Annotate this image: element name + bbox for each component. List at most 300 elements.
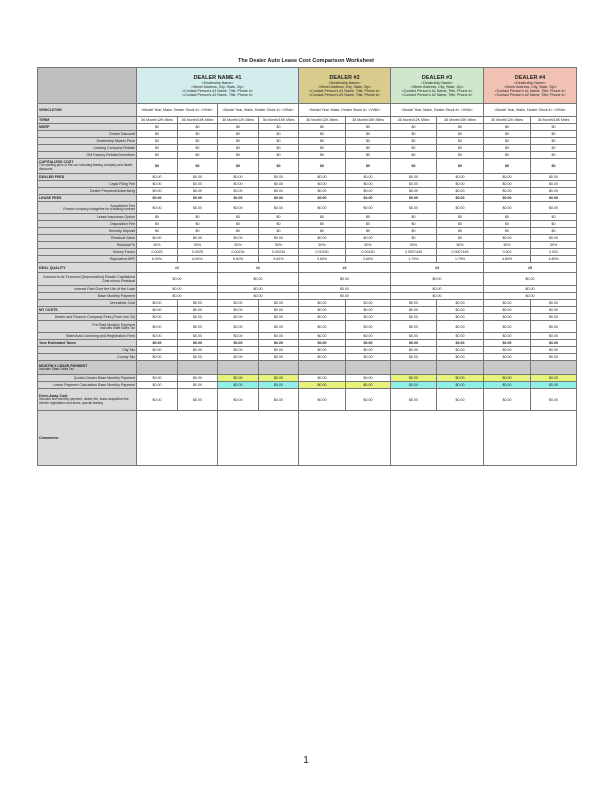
value-cell[interactable]: $0 bbox=[484, 138, 531, 145]
value-cell[interactable]: $0.00 bbox=[259, 382, 299, 389]
value-cell[interactable]: $0.00 bbox=[178, 333, 218, 340]
value-cell[interactable]: $0 bbox=[178, 124, 218, 131]
value-cell[interactable]: $0.00 bbox=[391, 375, 437, 382]
value-cell[interactable]: $0.00 bbox=[178, 188, 218, 195]
value-cell[interactable]: $0.00 bbox=[218, 174, 259, 181]
value-cell[interactable]: $0.00 bbox=[484, 375, 531, 382]
value-cell[interactable]: $0.00 bbox=[346, 321, 391, 333]
value-cell[interactable]: 36 Month/15K Miles bbox=[531, 117, 577, 124]
value-cell[interactable]: $0.00 bbox=[437, 300, 484, 307]
value-cell[interactable]: $0.00 bbox=[346, 354, 391, 361]
value-cell[interactable]: $0.00 bbox=[299, 340, 346, 347]
value-cell[interactable]: $0.00 bbox=[218, 321, 259, 333]
value-cell[interactable]: $0 bbox=[391, 138, 437, 145]
value-cell[interactable]: $0 bbox=[259, 124, 299, 131]
value-cell[interactable]: $0 bbox=[299, 221, 346, 228]
value-cell[interactable]: 0.00150 bbox=[299, 249, 346, 256]
value-cell[interactable]: $0 bbox=[391, 221, 437, 228]
value-cell[interactable]: $0 bbox=[259, 145, 299, 152]
value-cell[interactable]: $0.00 bbox=[484, 347, 531, 354]
value-cell[interactable]: 0.00234 bbox=[218, 249, 259, 256]
value-cell[interactable]: $0.00 bbox=[437, 174, 484, 181]
value-cell[interactable]: $0.00 bbox=[178, 389, 218, 411]
value-cell[interactable]: $0.00 bbox=[531, 382, 577, 389]
value-cell[interactable]: $0.00 bbox=[178, 340, 218, 347]
value-cell[interactable]: $0.00 bbox=[218, 273, 299, 286]
value-cell[interactable]: $0.00 bbox=[178, 321, 218, 333]
value-cell[interactable]: $0.00 bbox=[218, 307, 259, 314]
value-cell[interactable]: #2 bbox=[218, 263, 299, 273]
value-cell[interactable]: $0.00 bbox=[346, 300, 391, 307]
value-cell[interactable]: $0 bbox=[391, 152, 437, 159]
value-cell[interactable]: $0.00 bbox=[178, 314, 218, 321]
value-cell[interactable]: $0.00 bbox=[259, 174, 299, 181]
value-cell[interactable]: $0.00 bbox=[137, 321, 178, 333]
value-cell[interactable] bbox=[218, 411, 299, 466]
value-cell[interactable]: $0.00 bbox=[484, 293, 577, 300]
value-cell[interactable]: $0 bbox=[391, 131, 437, 138]
value-cell[interactable]: $0 bbox=[437, 152, 484, 159]
value-cell[interactable]: 36 Month/12K Miles bbox=[137, 117, 178, 124]
value-cell[interactable]: $0 bbox=[299, 124, 346, 131]
value-cell[interactable]: $0.00 bbox=[531, 321, 577, 333]
value-cell[interactable]: 4.80% bbox=[484, 256, 531, 263]
value-cell[interactable]: $0.00 bbox=[137, 375, 178, 382]
value-cell[interactable]: $0.00 bbox=[484, 333, 531, 340]
value-cell[interactable]: $0.00 bbox=[259, 340, 299, 347]
value-cell[interactable]: $0 bbox=[218, 152, 259, 159]
value-cell[interactable]: $0 bbox=[259, 131, 299, 138]
value-cell[interactable]: $0.00 bbox=[391, 321, 437, 333]
value-cell[interactable]: $0 bbox=[531, 145, 577, 152]
value-cell[interactable]: $0.00 bbox=[437, 314, 484, 321]
value-cell[interactable]: $0.00 bbox=[218, 375, 259, 382]
value-cell[interactable]: $0 bbox=[531, 228, 577, 235]
value-cell[interactable]: 4.80% bbox=[531, 256, 577, 263]
value-cell[interactable]: $0.00 bbox=[218, 389, 259, 411]
value-cell[interactable]: $0.00 bbox=[437, 307, 484, 314]
value-cell[interactable]: 50% bbox=[391, 242, 437, 249]
value-cell[interactable]: 36 Month/15K Miles bbox=[178, 117, 218, 124]
value-cell[interactable]: $0.00 bbox=[178, 354, 218, 361]
value-cell[interactable]: $0.00 bbox=[346, 195, 391, 202]
value-cell[interactable]: $0.00 bbox=[437, 333, 484, 340]
value-cell[interactable]: $0.00 bbox=[299, 235, 346, 242]
value-cell[interactable]: $0.00 bbox=[299, 375, 346, 382]
value-cell[interactable]: $0 bbox=[346, 214, 391, 221]
value-cell[interactable] bbox=[346, 361, 391, 375]
value-cell[interactable]: $0.00 bbox=[137, 354, 178, 361]
value-cell[interactable]: $0.00 bbox=[437, 340, 484, 347]
value-cell[interactable]: 36 Month/12K Miles bbox=[484, 117, 531, 124]
value-cell[interactable]: $0.00 bbox=[299, 321, 346, 333]
value-cell[interactable]: $0.00 bbox=[531, 235, 577, 242]
value-cell[interactable]: $0.00 bbox=[346, 333, 391, 340]
value-cell[interactable]: 50% bbox=[218, 242, 259, 249]
value-cell[interactable]: $0 bbox=[137, 214, 178, 221]
value-cell[interactable]: $0.00 bbox=[218, 202, 259, 214]
value-cell[interactable]: $0 bbox=[137, 124, 178, 131]
value-cell[interactable]: $0.00 bbox=[178, 307, 218, 314]
value-cell[interactable]: $0 bbox=[531, 124, 577, 131]
value-cell[interactable]: #1 bbox=[137, 263, 218, 273]
value-cell[interactable]: $0.00 bbox=[484, 314, 531, 321]
value-cell[interactable]: $0.00 bbox=[437, 389, 484, 411]
value-cell[interactable]: $0.00 bbox=[346, 188, 391, 195]
value-cell[interactable]: 5.62% bbox=[218, 256, 259, 263]
value-cell[interactable]: $0.00 bbox=[531, 195, 577, 202]
value-cell[interactable]: $0 bbox=[437, 214, 484, 221]
value-cell[interactable]: $0.00 bbox=[178, 174, 218, 181]
value-cell[interactable]: $0.00 bbox=[299, 300, 346, 307]
value-cell[interactable]: $0 bbox=[484, 159, 531, 174]
value-cell[interactable]: $0.00 bbox=[531, 202, 577, 214]
value-cell[interactable]: 0.002 bbox=[531, 249, 577, 256]
value-cell[interactable]: $0 bbox=[178, 221, 218, 228]
value-cell[interactable]: $0.00 bbox=[346, 382, 391, 389]
value-cell[interactable]: $0.00 bbox=[137, 174, 178, 181]
value-cell[interactable]: $0.00 bbox=[218, 286, 299, 293]
value-cell[interactable]: $0 bbox=[437, 138, 484, 145]
value-cell[interactable]: $0 bbox=[531, 131, 577, 138]
value-cell[interactable]: $0.00 bbox=[259, 389, 299, 411]
value-cell[interactable]: $0.00 bbox=[259, 321, 299, 333]
value-cell[interactable]: $0.00 bbox=[137, 333, 178, 340]
value-cell[interactable]: $0.00 bbox=[346, 389, 391, 411]
value-cell[interactable]: $0.00 bbox=[299, 273, 391, 286]
value-cell[interactable]: $0.00 bbox=[391, 340, 437, 347]
value-cell[interactable]: $0 bbox=[391, 124, 437, 131]
value-cell[interactable]: $0.00 bbox=[218, 300, 259, 307]
value-cell[interactable]: $0 bbox=[178, 138, 218, 145]
value-cell[interactable] bbox=[178, 361, 218, 375]
value-cell[interactable]: $0.00 bbox=[178, 235, 218, 242]
value-cell[interactable]: $0.00 bbox=[299, 181, 346, 188]
value-cell[interactable]: $0.00 bbox=[437, 321, 484, 333]
value-cell[interactable]: $0 bbox=[218, 145, 259, 152]
value-cell[interactable]: $0 bbox=[178, 159, 218, 174]
value-cell[interactable]: $0 bbox=[391, 235, 437, 242]
value-cell[interactable]: $0 bbox=[178, 214, 218, 221]
value-cell[interactable]: $0.00 bbox=[437, 181, 484, 188]
value-cell[interactable] bbox=[391, 361, 437, 375]
value-cell[interactable]: $0 bbox=[259, 152, 299, 159]
value-cell[interactable]: $0.00 bbox=[531, 181, 577, 188]
value-cell[interactable]: $0.00 bbox=[299, 293, 391, 300]
value-cell[interactable]: $0.00 bbox=[137, 235, 178, 242]
value-cell[interactable]: 36 Month/15K Miles bbox=[346, 117, 391, 124]
value-cell[interactable]: $0.00 bbox=[346, 340, 391, 347]
value-cell[interactable]: 0.0007445 bbox=[391, 249, 437, 256]
value-cell[interactable]: 50% bbox=[346, 242, 391, 249]
value-cell[interactable]: $0 bbox=[484, 124, 531, 131]
value-cell[interactable]: $0 bbox=[391, 159, 437, 174]
value-cell[interactable]: $0.00 bbox=[484, 354, 531, 361]
value-cell[interactable]: 36 Month/15K Miles bbox=[259, 117, 299, 124]
value-cell[interactable]: $0.00 bbox=[391, 389, 437, 411]
value-cell[interactable]: 50% bbox=[437, 242, 484, 249]
value-cell[interactable]: $0 bbox=[218, 124, 259, 131]
value-cell[interactable]: $0.00 bbox=[218, 340, 259, 347]
value-cell[interactable]: $0 bbox=[437, 145, 484, 152]
value-cell[interactable]: $0 bbox=[299, 228, 346, 235]
value-cell[interactable]: 3.60% bbox=[299, 256, 346, 263]
value-cell[interactable]: $0 bbox=[437, 159, 484, 174]
value-cell[interactable] bbox=[391, 411, 484, 466]
value-cell[interactable] bbox=[218, 361, 259, 375]
value-cell[interactable] bbox=[484, 411, 577, 466]
value-cell[interactable]: $0 bbox=[137, 152, 178, 159]
value-cell[interactable]: $0.00 bbox=[391, 188, 437, 195]
value-cell[interactable]: 50% bbox=[259, 242, 299, 249]
value-cell[interactable]: $0.00 bbox=[137, 340, 178, 347]
value-cell[interactable]: $0.00 bbox=[531, 347, 577, 354]
value-cell[interactable]: $0.00 bbox=[178, 382, 218, 389]
value-cell[interactable] bbox=[137, 361, 178, 375]
value-cell[interactable]: $0 bbox=[437, 124, 484, 131]
value-cell[interactable]: $0 bbox=[137, 131, 178, 138]
value-cell[interactable]: 5.62% bbox=[259, 256, 299, 263]
value-cell[interactable]: $0.00 bbox=[484, 188, 531, 195]
value-cell[interactable]: $0.00 bbox=[346, 174, 391, 181]
value-cell[interactable]: $0 bbox=[346, 228, 391, 235]
value-cell[interactable]: $0 bbox=[137, 138, 178, 145]
value-cell[interactable]: $0.00 bbox=[137, 195, 178, 202]
value-cell[interactable]: $0 bbox=[299, 131, 346, 138]
value-cell[interactable]: #3 bbox=[391, 263, 484, 273]
value-cell[interactable]: $0 bbox=[137, 145, 178, 152]
value-cell[interactable]: $0.00 bbox=[259, 333, 299, 340]
value-cell[interactable]: 36 Month/15K Miles bbox=[437, 117, 484, 124]
value-cell[interactable]: $0 bbox=[437, 228, 484, 235]
value-cell[interactable]: $0.00 bbox=[437, 375, 484, 382]
value-cell[interactable]: $0.00 bbox=[178, 181, 218, 188]
value-cell[interactable]: $0.00 bbox=[531, 354, 577, 361]
value-cell[interactable]: $0.00 bbox=[299, 188, 346, 195]
value-cell[interactable]: <Model Year, Make, Dealer Stock #> <VIN#> bbox=[218, 104, 299, 117]
value-cell[interactable]: $0 bbox=[218, 228, 259, 235]
value-cell[interactable]: $0.00 bbox=[391, 354, 437, 361]
value-cell[interactable]: $0.00 bbox=[178, 300, 218, 307]
value-cell[interactable]: $0.00 bbox=[391, 293, 484, 300]
value-cell[interactable]: $0.00 bbox=[391, 314, 437, 321]
value-cell[interactable]: 1.79% bbox=[437, 256, 484, 263]
value-cell[interactable]: $0.00 bbox=[299, 333, 346, 340]
value-cell[interactable]: $0 bbox=[346, 159, 391, 174]
value-cell[interactable]: $0 bbox=[346, 145, 391, 152]
value-cell[interactable]: $0.00 bbox=[346, 375, 391, 382]
value-cell[interactable]: $0.00 bbox=[299, 382, 346, 389]
value-cell[interactable]: $0 bbox=[531, 221, 577, 228]
value-cell[interactable]: $0.00 bbox=[437, 202, 484, 214]
value-cell[interactable]: $0.00 bbox=[218, 293, 299, 300]
value-cell[interactable]: $0.00 bbox=[484, 340, 531, 347]
value-cell[interactable]: $0.00 bbox=[346, 235, 391, 242]
value-cell[interactable]: $0 bbox=[484, 145, 531, 152]
value-cell[interactable]: 0.002 bbox=[484, 249, 531, 256]
value-cell[interactable]: 0.0007445 bbox=[437, 249, 484, 256]
value-cell[interactable]: $0 bbox=[259, 159, 299, 174]
value-cell[interactable]: $0 bbox=[346, 221, 391, 228]
value-cell[interactable]: $0.00 bbox=[137, 382, 178, 389]
value-cell[interactable]: $0.00 bbox=[259, 188, 299, 195]
value-cell[interactable]: 36 Month/12K Miles bbox=[391, 117, 437, 124]
value-cell[interactable]: $0.00 bbox=[391, 286, 484, 293]
value-cell[interactable]: $0.00 bbox=[531, 307, 577, 314]
value-cell[interactable]: $0.00 bbox=[484, 174, 531, 181]
value-cell[interactable]: $0.00 bbox=[531, 340, 577, 347]
value-cell[interactable]: $0.00 bbox=[437, 382, 484, 389]
value-cell[interactable]: $0 bbox=[259, 228, 299, 235]
value-cell[interactable]: $0 bbox=[484, 228, 531, 235]
value-cell[interactable]: $0 bbox=[391, 214, 437, 221]
value-cell[interactable]: $0 bbox=[346, 131, 391, 138]
value-cell[interactable]: $0.00 bbox=[391, 181, 437, 188]
value-cell[interactable] bbox=[299, 411, 391, 466]
value-cell[interactable]: $0.00 bbox=[178, 375, 218, 382]
value-cell[interactable]: 36 Month/12K Miles bbox=[218, 117, 259, 124]
value-cell[interactable]: $0 bbox=[484, 152, 531, 159]
value-cell[interactable]: $0.00 bbox=[437, 188, 484, 195]
value-cell[interactable]: 6.00% bbox=[178, 256, 218, 263]
value-cell[interactable]: 50% bbox=[178, 242, 218, 249]
value-cell[interactable]: $0.00 bbox=[531, 300, 577, 307]
value-cell[interactable]: $0.00 bbox=[178, 195, 218, 202]
value-cell[interactable]: $0.00 bbox=[484, 235, 531, 242]
value-cell[interactable] bbox=[484, 361, 531, 375]
value-cell[interactable]: $0.00 bbox=[437, 347, 484, 354]
value-cell[interactable]: $0.00 bbox=[391, 300, 437, 307]
value-cell[interactable]: 0.00234 bbox=[259, 249, 299, 256]
value-cell[interactable]: $0 bbox=[346, 152, 391, 159]
value-cell[interactable]: $0 bbox=[299, 159, 346, 174]
value-cell[interactable]: $0 bbox=[218, 221, 259, 228]
value-cell[interactable]: $0 bbox=[178, 152, 218, 159]
value-cell[interactable]: $0.00 bbox=[531, 375, 577, 382]
value-cell[interactable]: $0.00 bbox=[346, 347, 391, 354]
value-cell[interactable]: $0 bbox=[259, 221, 299, 228]
value-cell[interactable]: $0 bbox=[484, 131, 531, 138]
value-cell[interactable]: <Model Year, Make, Dealer Stock #> <VIN#> bbox=[391, 104, 484, 117]
value-cell[interactable]: $0 bbox=[346, 138, 391, 145]
value-cell[interactable]: $0.00 bbox=[484, 195, 531, 202]
value-cell[interactable]: 1.79% bbox=[391, 256, 437, 263]
value-cell[interactable]: $0.00 bbox=[531, 389, 577, 411]
value-cell[interactable]: $0.00 bbox=[259, 235, 299, 242]
value-cell[interactable]: $0 bbox=[484, 221, 531, 228]
value-cell[interactable]: $0.00 bbox=[218, 181, 259, 188]
value-cell[interactable]: $0 bbox=[218, 131, 259, 138]
value-cell[interactable]: $0.00 bbox=[218, 347, 259, 354]
value-cell[interactable]: $0.00 bbox=[484, 307, 531, 314]
value-cell[interactable]: 50% bbox=[137, 242, 178, 249]
value-cell[interactable]: $0.00 bbox=[218, 314, 259, 321]
value-cell[interactable]: $0.00 bbox=[391, 202, 437, 214]
value-cell[interactable]: 50% bbox=[299, 242, 346, 249]
value-cell[interactable]: $0.00 bbox=[346, 307, 391, 314]
value-cell[interactable]: $0.00 bbox=[531, 188, 577, 195]
value-cell[interactable]: $0 bbox=[178, 145, 218, 152]
value-cell[interactable]: $0.00 bbox=[391, 382, 437, 389]
value-cell[interactable]: $0 bbox=[299, 152, 346, 159]
value-cell[interactable]: $0.00 bbox=[137, 389, 178, 411]
value-cell[interactable]: $0.00 bbox=[531, 174, 577, 181]
value-cell[interactable]: $0 bbox=[178, 131, 218, 138]
value-cell[interactable]: $0.00 bbox=[484, 181, 531, 188]
value-cell[interactable]: $0.00 bbox=[484, 202, 531, 214]
value-cell[interactable]: $0 bbox=[531, 138, 577, 145]
value-cell[interactable]: $0.00 bbox=[531, 333, 577, 340]
value-cell[interactable]: $0.00 bbox=[391, 273, 484, 286]
value-cell[interactable]: $0.00 bbox=[218, 333, 259, 340]
value-cell[interactable] bbox=[259, 361, 299, 375]
value-cell[interactable]: $0 bbox=[137, 159, 178, 174]
value-cell[interactable]: $0 bbox=[299, 214, 346, 221]
value-cell[interactable]: $0 bbox=[218, 214, 259, 221]
value-cell[interactable]: $0.00 bbox=[178, 202, 218, 214]
value-cell[interactable]: 0.0025 bbox=[178, 249, 218, 256]
value-cell[interactable] bbox=[531, 361, 577, 375]
value-cell[interactable]: $0.00 bbox=[299, 174, 346, 181]
value-cell[interactable]: $0 bbox=[137, 221, 178, 228]
value-cell[interactable]: $0 bbox=[178, 228, 218, 235]
value-cell[interactable]: $0.00 bbox=[346, 314, 391, 321]
value-cell[interactable]: $0.00 bbox=[137, 314, 178, 321]
value-cell[interactable]: $0.00 bbox=[346, 202, 391, 214]
value-cell[interactable]: $0.00 bbox=[391, 174, 437, 181]
value-cell[interactable]: 50% bbox=[531, 242, 577, 249]
value-cell[interactable]: $0.00 bbox=[299, 286, 391, 293]
value-cell[interactable]: 6.00% bbox=[137, 256, 178, 263]
value-cell[interactable]: $0.00 bbox=[259, 314, 299, 321]
value-cell[interactable]: $0.00 bbox=[299, 314, 346, 321]
value-cell[interactable]: $0 bbox=[299, 145, 346, 152]
value-cell[interactable]: $0.00 bbox=[299, 354, 346, 361]
value-cell[interactable]: $0 bbox=[531, 159, 577, 174]
value-cell[interactable]: $0.00 bbox=[484, 286, 577, 293]
value-cell[interactable]: $0.00 bbox=[137, 273, 218, 286]
value-cell[interactable]: $0.00 bbox=[137, 293, 218, 300]
value-cell[interactable]: $0.00 bbox=[437, 195, 484, 202]
value-cell[interactable]: $0.00 bbox=[299, 202, 346, 214]
value-cell[interactable]: $0 bbox=[218, 159, 259, 174]
value-cell[interactable]: $0.00 bbox=[218, 195, 259, 202]
value-cell[interactable]: $0.00 bbox=[484, 300, 531, 307]
value-cell[interactable] bbox=[299, 361, 346, 375]
value-cell[interactable]: 0.0025 bbox=[137, 249, 178, 256]
value-cell[interactable]: $0.00 bbox=[299, 195, 346, 202]
value-cell[interactable]: $0 bbox=[137, 228, 178, 235]
value-cell[interactable]: $0 bbox=[259, 214, 299, 221]
value-cell[interactable]: $0.00 bbox=[484, 389, 531, 411]
value-cell[interactable]: $0.00 bbox=[137, 347, 178, 354]
value-cell[interactable]: <Model Year, Make, Dealer Stock #> <VIN#> bbox=[484, 104, 577, 117]
value-cell[interactable]: #5 bbox=[484, 263, 577, 273]
value-cell[interactable]: $0.00 bbox=[218, 354, 259, 361]
value-cell[interactable]: $0 bbox=[346, 124, 391, 131]
value-cell[interactable]: $0 bbox=[259, 138, 299, 145]
value-cell[interactable]: $0.00 bbox=[259, 202, 299, 214]
value-cell[interactable]: $0.00 bbox=[259, 375, 299, 382]
value-cell[interactable]: $0.00 bbox=[484, 273, 577, 286]
value-cell[interactable]: $0.00 bbox=[137, 307, 178, 314]
value-cell[interactable]: $0.00 bbox=[137, 181, 178, 188]
value-cell[interactable]: $0.00 bbox=[259, 300, 299, 307]
value-cell[interactable]: $0 bbox=[218, 138, 259, 145]
value-cell[interactable]: $0.00 bbox=[391, 347, 437, 354]
value-cell[interactable]: $0.00 bbox=[259, 347, 299, 354]
value-cell[interactable]: $0.00 bbox=[484, 382, 531, 389]
